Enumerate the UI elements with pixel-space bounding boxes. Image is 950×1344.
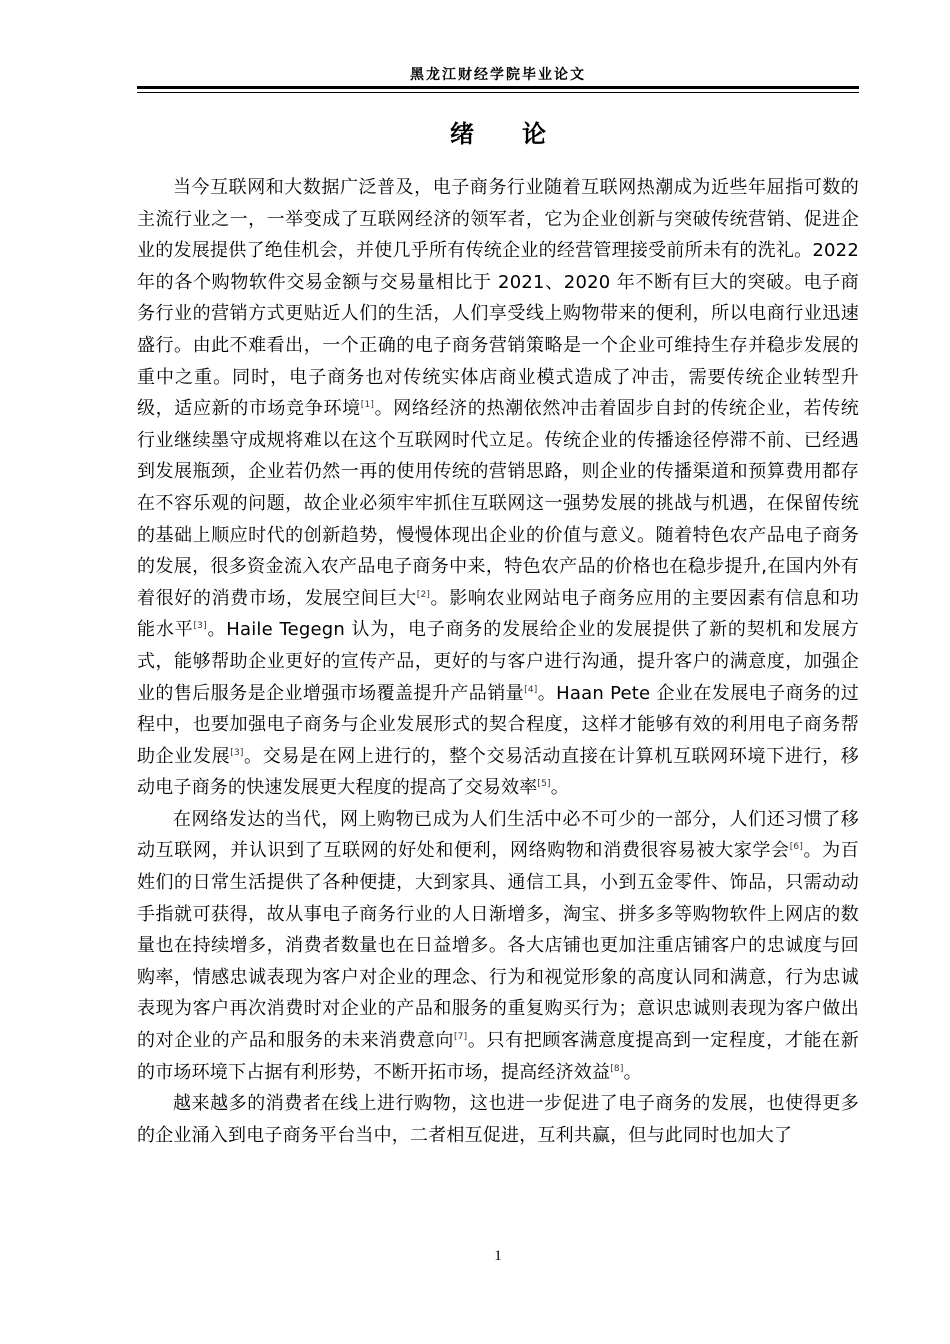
citation-ref: [3] bbox=[230, 747, 244, 758]
paragraph-text: 。影响农业网站电子商务应用的主要因素有信息和功能水平 bbox=[137, 587, 859, 641]
header-rule-thick bbox=[137, 86, 859, 89]
page-number: 1 bbox=[494, 1248, 502, 1264]
paragraph-1 bbox=[137, 172, 859, 804]
citation-ref: [5] bbox=[537, 779, 551, 790]
citation-ref: [4] bbox=[524, 684, 538, 695]
paragraph-text: 越来越多的消费者在线上进行购物，这也进一步促进了电子商务的发展，也使得更多的企业涌入到电子商务平台当中，二者相互促进，互利共赢，但与此同时也加大了 bbox=[137, 1093, 859, 1146]
running-header: 黑龙江财经学院毕业论文 bbox=[410, 67, 586, 83]
paragraph-text: 。只有把顾客满意度提高到一定程度，才能在新的市场环境下占据有利形势，不断开拓市场，提高经济效益 bbox=[137, 1030, 860, 1083]
section-title bbox=[137, 114, 859, 149]
paragraph-text: 在网络发达的当代，网上购物已成为人们生活中必不可少的一部分，人们还习惯了移动互联网，并认识到了互联网的好处和便利，网络购物和消费很容易被大家学会 bbox=[137, 808, 859, 862]
citation-ref: [2] bbox=[416, 589, 431, 600]
paragraph-3 bbox=[137, 1088, 859, 1151]
citation-ref: [3] bbox=[193, 621, 207, 632]
body-text bbox=[137, 172, 859, 1151]
paragraph-text: 。交易是在网上进行的，整个交易活动直接在计算机互联网环境下进行，移动电子商务的快速发展更大程度的提高了交易效率 bbox=[137, 745, 859, 799]
section-title-char-1: 绪 bbox=[450, 120, 474, 148]
citation-ref: [8] bbox=[610, 1063, 624, 1074]
citation-ref: [7] bbox=[454, 1032, 468, 1043]
paragraph-text: 。Haan Pete 企业在发展电子商务的过程中，也要加强电子商务与企业发展形式的契合程度，这样才能够有效的利用电子商务帮助企业发展 bbox=[137, 682, 860, 767]
paragraph-2 bbox=[137, 804, 859, 1088]
paragraph-text: 当今互联网和大数据广泛普及，电子商务行业随着互联网热潮成为近些年屈指可数的主流行业之一，一举变成了互联网经济的领军者，它为企业创新与突破传统营销、促进企业的发展提供了绝佳机会，并使几乎所有传统企业的经营管理接受前所未有的洗礼。2022 年的各个购物软件交易金额与交易量相比于 2021、2020 年不断有巨大的突破。电子商务行业的营销方式更贴近人们的生活，人们享受线上购物带来的便利，所以电商行业迅速盛行。由此不难看出，一个正确的电子商务营销策略是一个企业可维持生存并稳步发展的重中之重。同时，电子商务也对传统实体店商业模式造成了冲击，需要传统企业转型升级，适应新的市场竞争环境 bbox=[137, 177, 859, 420]
paragraph-text: 。为百姓们的日常生活提供了各种便捷，大到家具、通信工具，小到五金零件、饰品，只需动动手指就可获得，故从事电子商务行业的人日渐增多，淘宝、拼多多等购物软件上网店的数量也在持续增多，消费者数量也在日益增多。各大店铺也更加注重店铺客户的忠诚度与回购率，情感忠诚表现为客户对企业的理念、行为和视觉形象的高度认同和满意，行为忠诚表现为客户再次消费时对企业的产品和服务的重复购买行为；意识忠诚则表现为客户做出的对企业的产品和服务的未来消费意向 bbox=[137, 840, 859, 1052]
paragraph-text: 。 bbox=[623, 1061, 642, 1083]
section-title-char-2: 论 bbox=[522, 120, 546, 148]
paragraph-text: 。网络经济的热潮依然冲击着固步自封的传统企业，若传统行业继续墨守成规将难以在这个互联网时代立足。传统企业的传播途径停滞不前、已经遇到发展瓶颈，企业若仍然一再的使用传统的营销思路，则企业的传播渠道和预算费用都存在不容乐观的问题，故企业必须牢牢抓住互联网这一强势发展的挑战与机遇，在保留传统的基础上顺应时代的创新趋势，慢慢体现出企业的价值与意义。随着特色农产品电子商务的发展，很多资金流入农产品电子商务中来，特色农产品的价格也在稳步提升,在国内外有着很好的消费市场，发展空间巨大 bbox=[137, 398, 859, 609]
citation-ref: [1] bbox=[360, 400, 375, 411]
header-rule-thin bbox=[137, 92, 859, 93]
citation-ref: [6] bbox=[789, 842, 804, 853]
paragraph-text: 。 bbox=[550, 777, 569, 799]
paragraph-text: 。Haile Tegegn 认为，电子商务的发展给企业的发展提供了新的契机和发展方式，能够帮助企业更好的宣传产品，更好的与客户进行沟通，提升客户的满意度，加强企业的售后服务是企业增强市场覆盖提升产品销量 bbox=[137, 619, 859, 704]
